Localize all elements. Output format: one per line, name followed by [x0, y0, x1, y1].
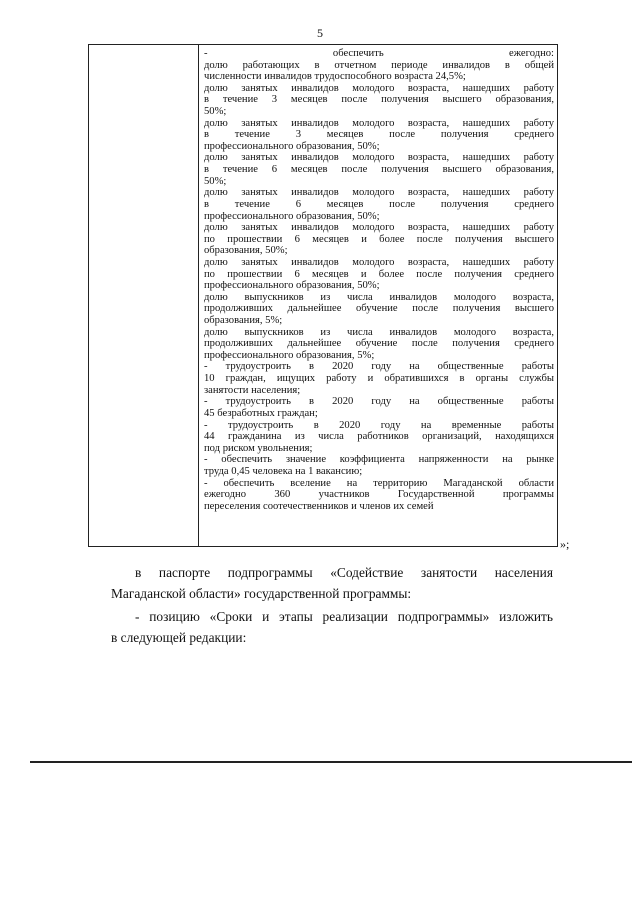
passport-table: [88, 44, 558, 547]
table-line: в течение 6 месяцев после получения высшего образования,: [204, 164, 554, 176]
table-line: в течение 3 месяцев после получения высшего образования,: [204, 94, 554, 106]
table-line: 45 безработных граждан;: [204, 407, 318, 419]
footer-rule: [30, 761, 632, 763]
table-line: продолживших дальнейшее обучение после получения высшего: [204, 303, 554, 315]
table-line: профессионального образования, 50%;: [204, 210, 380, 222]
table-line: долю занятых инвалидов молодого возраста, нашедших работу: [204, 152, 554, 164]
table-line: долю выпускников из числа инвалидов молодого возраста,: [204, 291, 554, 303]
table-line: - трудоустроить в 2020 году на общественные работы: [204, 361, 554, 373]
paragraph-line: - позицию «Сроки и этапы реализации подпрограммы» изложить: [135, 609, 553, 624]
table-line: долю занятых инвалидов молодого возраста, нашедших работу: [204, 222, 554, 234]
table-line: профессионального образования, 50%;: [204, 280, 380, 292]
table-line: численности инвалидов трудоспособного возраста 24,5%;: [204, 71, 466, 83]
paragraph-passport: [111, 562, 553, 604]
table-line: - трудоустроить в 2020 году на временные работы: [204, 419, 554, 431]
table-line: образования, 50%;: [204, 245, 288, 257]
table-line: образования, 5%;: [204, 315, 283, 327]
table-line: занятости населения;: [204, 384, 301, 396]
table-line: под риском увольнения;: [204, 442, 313, 454]
table-line: долю занятых инвалидов молодого возраста, нашедших работу: [204, 117, 554, 129]
table-line: - трудоустроить в 2020 году на общественные работы: [204, 396, 554, 408]
table-line: 44 гражданина из числа работников организаций, находящихся: [204, 431, 554, 443]
table-line: - обеспечить значение коэффициента напряженности на рынке: [204, 454, 554, 466]
table-line: долю занятых инвалидов молодого возраста, нашедших работу: [204, 256, 554, 268]
table-line: профессионального образования, 50%;: [204, 140, 380, 152]
paragraph-line: Магаданской области» государственной программы:: [111, 586, 412, 601]
table-line: 50%;: [204, 106, 227, 118]
table-line: долю занятых инвалидов молодого возраста, нашедших работу: [204, 82, 554, 94]
table-line: долю занятых инвалидов молодого возраста, нашедших работу: [204, 187, 554, 199]
table-line: долю работающих в отчетном периоде инвалидов в общей: [204, 59, 554, 71]
table-line: ежегодно 360 участников Государственной программы: [204, 489, 554, 501]
table-line: по прошествии 6 месяцев и более после получения высшего: [204, 233, 554, 245]
paragraph-line: в следующей редакции:: [111, 630, 247, 645]
table-line: - обеспечить вселение на территорию Магаданской области: [204, 477, 554, 489]
table-line: труда 0,45 человека на 1 вакансию;: [204, 465, 363, 477]
table-line: - обеспечить ежегодно:: [204, 48, 554, 59]
table-line: в течение 6 месяцев после получения среднего: [204, 198, 554, 210]
paragraph-line: в паспорте подпрограммы «Содействие занятости населения: [135, 565, 553, 580]
table-line: 10 граждан, ищущих работу и обратившихся в органы службы: [204, 373, 554, 385]
table-line: в течение 3 месяцев после получения среднего: [204, 129, 554, 141]
table-cell-targets: [204, 48, 554, 512]
paragraph-position: [111, 606, 553, 648]
page-number: 5: [317, 26, 323, 40]
table-line: долю выпускников из числа инвалидов молодого возраста,: [204, 326, 554, 338]
table-line: 50%;: [204, 175, 227, 187]
closing-quote-mark: »;: [560, 537, 570, 551]
table-column-divider: [198, 45, 199, 546]
table-line: по прошествии 6 месяцев и более после получения среднего: [204, 268, 554, 280]
table-line: профессионального образования, 5%;: [204, 349, 375, 361]
table-line: продолживших дальнейшее обучение после получения среднего: [204, 338, 554, 350]
table-line: переселения соотечественников и членов их семей: [204, 500, 434, 512]
